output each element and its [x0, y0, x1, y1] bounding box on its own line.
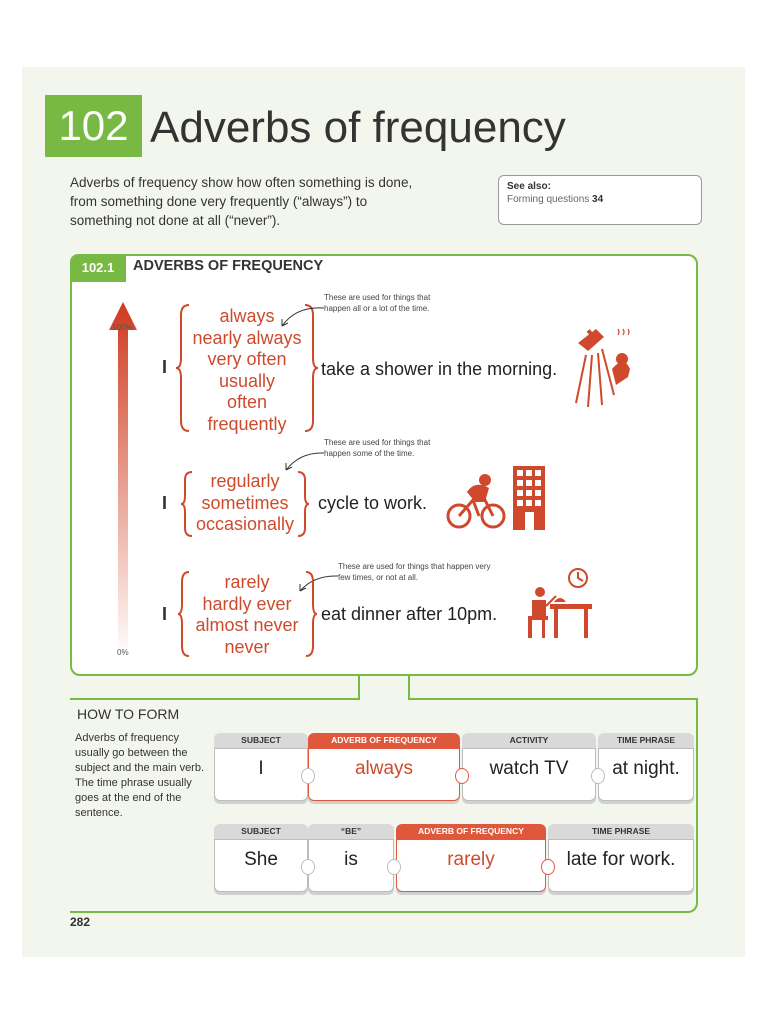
see-also-box	[498, 175, 702, 225]
right-brace-2	[296, 470, 310, 538]
section-title: ADVERBS OF FREQUENCY	[133, 258, 324, 274]
note-1: These are used for things that happen all or a lot of the time.	[324, 293, 431, 313]
puzzle-piece-be	[308, 824, 394, 892]
sentence-2: cycle to work.	[318, 493, 428, 513]
adverb-rarely: rarely	[224, 572, 270, 592]
puzzle-knob	[301, 859, 315, 875]
puzzle-piece-time-phrase	[548, 824, 694, 892]
piece-word: always	[354, 758, 414, 779]
adverb-very-often: very often	[207, 349, 287, 369]
puzzle-piece-activity	[462, 733, 596, 801]
puzzle-knob	[591, 768, 605, 784]
section-tag: 102.1	[70, 254, 126, 282]
how-to-form-top-border-right	[408, 698, 698, 700]
how-to-form-text: Adverbs of frequency usually go between the subject and the main verb. The time phrase usually goes at the end of the sentence.	[75, 732, 205, 819]
piece-word: She	[244, 849, 278, 870]
adverb-regularly: regularly	[210, 471, 280, 491]
adverb-nearly-always: nearly always	[192, 327, 302, 348]
sentence-3: eat dinner after 10pm.	[321, 604, 498, 624]
cyclist-office-icon	[445, 462, 553, 532]
arrow-top-label: 100%	[112, 323, 133, 332]
adverb-occasionally: occasionally	[195, 514, 295, 534]
puzzle-piece-subject	[214, 824, 308, 892]
piece-header: SUBJECT	[214, 824, 308, 839]
piece-header: SUBJECT	[214, 733, 308, 748]
right-brace-3	[304, 570, 318, 658]
adverbs-group-3	[187, 572, 307, 658]
piece-word: I	[258, 758, 264, 779]
puzzle-knob	[301, 768, 315, 784]
piece-word: watch TV	[489, 758, 569, 779]
adverb-almost-never: almost never	[195, 615, 299, 635]
piece-word: is	[344, 849, 358, 870]
adverb-often: often	[226, 392, 268, 412]
adverb-never: never	[224, 636, 270, 657]
pronoun-1: I	[162, 357, 168, 377]
how-to-form-title: HOW TO FORM	[77, 706, 180, 722]
see-also-label: See also:	[507, 181, 551, 192]
adverb-usually: usually	[218, 370, 276, 391]
piece-header: ADVERB OF FREQUENCY	[396, 824, 546, 839]
puzzle-knob	[541, 859, 555, 875]
how-to-form-top-border-left	[70, 698, 360, 700]
note-2: These are used for things that happen some of the time.	[324, 438, 431, 458]
adverb-always: always	[219, 306, 275, 326]
chapter-number: 102	[45, 95, 142, 157]
piece-header: TIME PHRASE	[548, 824, 694, 839]
puzzle-knob	[455, 768, 469, 784]
puzzle-piece-adverb	[396, 824, 546, 892]
see-also-ref: 34	[592, 194, 604, 205]
piece-header: “BE”	[308, 824, 394, 839]
puzzle-piece-adverb	[308, 733, 460, 801]
piece-header: ACTIVITY	[462, 733, 596, 748]
pronoun-3: I	[162, 604, 168, 624]
shower-icon	[572, 325, 634, 410]
puzzle-knob	[387, 859, 401, 875]
adverbs-group-2	[190, 471, 300, 536]
intro-text: Adverbs of frequency show how often something is done, from something done very frequently (“always”) to something not done at all (“never”).	[70, 175, 413, 228]
chapter-title: Adverbs of frequency	[150, 103, 566, 152]
piece-word: at night.	[612, 758, 680, 779]
piece-header: ADVERB OF FREQUENCY	[308, 733, 460, 748]
note-3: These are used for things that happen very few times, or not at all.	[338, 562, 491, 582]
panel-connector	[358, 676, 410, 700]
piece-word: rarely	[447, 849, 495, 870]
puzzle-piece-subject	[214, 733, 308, 801]
pronoun-2: I	[162, 493, 168, 513]
adverb-hardly-ever: hardly ever	[202, 593, 292, 614]
adverb-frequently: frequently	[207, 413, 287, 434]
piece-header: TIME PHRASE	[598, 733, 694, 748]
piece-word: late for work.	[566, 849, 676, 870]
arrow-bottom-label: 0%	[117, 648, 129, 657]
puzzle-piece-time-phrase	[598, 733, 694, 801]
see-also-link[interactable]: Forming questions 34	[507, 194, 604, 205]
adverb-sometimes: sometimes	[201, 492, 289, 513]
note-arrow-1	[276, 304, 326, 332]
sentence-1: take a shower in the morning.	[321, 359, 558, 379]
page-number: 282	[70, 915, 91, 929]
frequency-arrow	[108, 300, 138, 650]
dinner-clock-icon	[526, 566, 596, 640]
